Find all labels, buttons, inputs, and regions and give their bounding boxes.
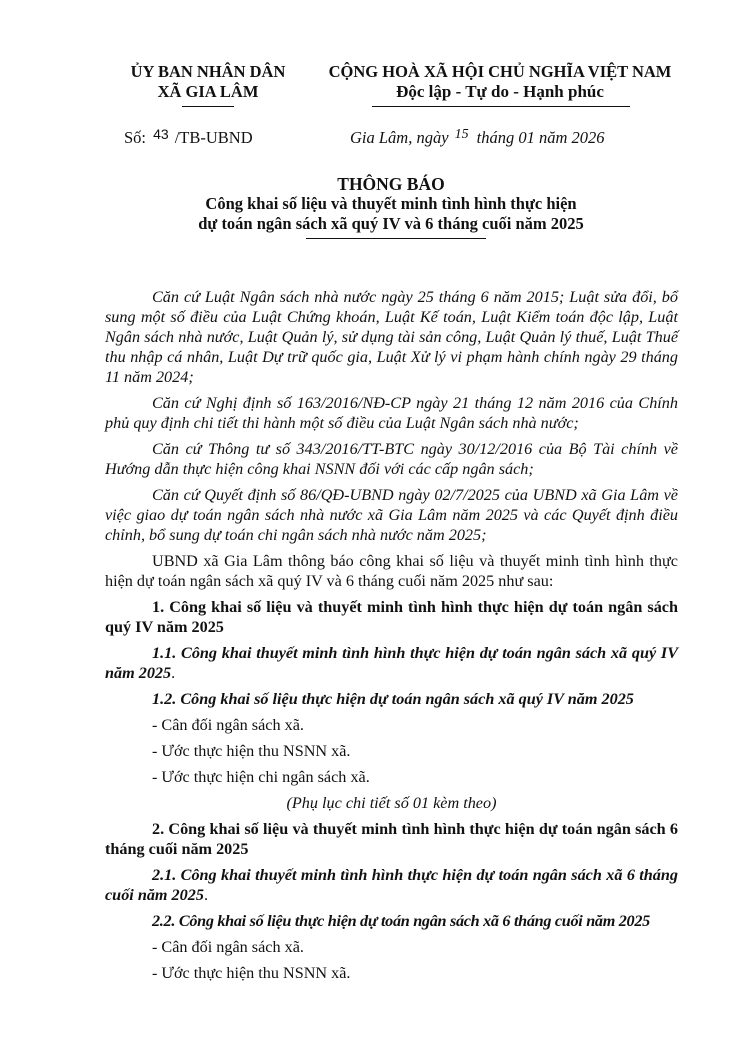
- section-1-1-period: .: [171, 664, 176, 682]
- section-1-item-2: - Ước thực hiện thu NSNN xã.: [152, 742, 351, 760]
- title-line-2: dự toán ngân sách xã quý IV và 6 tháng cuối năm 2025: [198, 214, 584, 233]
- section-1-item-1: - Cân đối ngân sách xã.: [152, 716, 304, 734]
- legal-basis-4: Căn cứ Quyết định số 86/QĐ-UBND ngày 02/7/2025 của UBND xã Gia Lâm về việc giao dự toán ngân sách nhà nước xã Gia Lâm năm 2025 và các Quyết định điều chỉnh, bổ sung dự toán chi ngân sách nhà nước năm 2025;: [105, 486, 678, 544]
- issuer-block: [118, 62, 298, 102]
- section-1-item-3: - Ước thực hiện chi ngân sách xã.: [152, 768, 370, 786]
- intro-paragraph: UBND xã Gia Lâm thông báo công khai số liệu và thuyết minh tình hình thực hiện dự toán ngân sách xã quý IV và 6 tháng cuối năm 2025 như sau:: [105, 552, 678, 590]
- section-1-1: [105, 643, 678, 683]
- section-2-1-text: 2.1. Công khai thuyết minh tình hình thực hiện dự toán ngân sách xã 6 tháng cuối năm 2025: [105, 866, 678, 904]
- national-heading: [318, 62, 682, 102]
- section-1-heading: 1. Công khai số liệu và thuyết minh tình hình thực hiện dự toán ngân sách quý IV năm 2025: [105, 598, 678, 636]
- section-2-2: 2.2. Công khai số liệu thực hiện dự toán ngân sách xã 6 tháng cuối năm 2025: [152, 912, 650, 930]
- title-heading: THÔNG BÁO: [337, 174, 445, 194]
- section-2-1: [105, 865, 678, 905]
- document-title: [105, 174, 677, 234]
- section-2-heading: 2. Công khai số liệu và thuyết minh tình hình thực hiện dự toán ngân sách 6 tháng cuối năm 2025: [105, 820, 678, 858]
- section-2-item-2: - Ước thực hiện thu NSNN xã.: [152, 964, 351, 982]
- number-suffix: /TB-UBND: [174, 128, 253, 147]
- date-day: 15: [454, 127, 469, 142]
- document-number: [124, 128, 253, 148]
- section-1-2: 1.2. Công khai số liệu thực hiện dự toán ngân sách xã quý IV năm 2025: [152, 690, 634, 708]
- section-1-1-text: 1.1. Công khai thuyết minh tình hình thực hiện dự toán ngân sách xã quý IV năm 2025: [105, 644, 678, 682]
- place-date: [350, 128, 605, 150]
- section-2-1-period: .: [203, 886, 208, 904]
- number-label: Số:: [124, 128, 147, 147]
- date-month-year: tháng 01 năm 2026: [476, 128, 605, 147]
- legal-basis-1: Căn cứ Luật Ngân sách nhà nước ngày 25 tháng 6 năm 2015; Luật sửa đổi, bổ sung một số điều của Luật Chứng khoán, Luật Kế toán, Luật Kiểm toán độc lập, Luật Ngân sách nhà nước, Luật Quản lý, sử dụng tài sản công, Luật Quản lý thuế, Luật Thuế thu nhập cá nhân, Luật Dự trữ quốc gia, Luật Xử lý vi phạm hành chính ngày 29 tháng 11 năm 2024;: [105, 288, 678, 386]
- section-2-item-1: - Cân đối ngân sách xã.: [152, 938, 304, 956]
- nation-title: CỘNG HOÀ XÃ HỘI CHỦ NGHĨA VIỆT NAM: [328, 62, 672, 81]
- national-motto: Độc lập - Tự do - Hạnh phúc: [396, 82, 604, 101]
- motto-underline: [372, 106, 630, 107]
- document-body: [105, 287, 678, 983]
- issuer-line-2: XÃ GIA LÂM: [157, 82, 259, 101]
- title-line-1: Công khai số liệu và thuyết minh tình hình thực hiện: [205, 194, 577, 213]
- appendix-note: (Phụ lục chi tiết số 01 kèm theo): [286, 794, 497, 812]
- title-underline: [306, 238, 486, 239]
- issuer-line-1: ỦY BAN NHÂN DÂN: [130, 62, 286, 81]
- legal-basis-2: Căn cứ Nghị định số 163/2016/NĐ-CP ngày 21 tháng 12 năm 2016 của Chính phủ quy định chi tiết thi hành một số điều của Luật Ngân sách nhà nước;: [105, 394, 678, 432]
- place-prefix: Gia Lâm, ngày: [350, 128, 449, 147]
- number-value: 43: [153, 126, 169, 142]
- legal-basis-3: Căn cứ Thông tư số 343/2016/TT-BTC ngày 30/12/2016 của Bộ Tài chính về Hướng dẫn thực hiện công khai NSNN đối với các cấp ngân sách;: [105, 440, 678, 478]
- issuer-underline: [182, 106, 234, 107]
